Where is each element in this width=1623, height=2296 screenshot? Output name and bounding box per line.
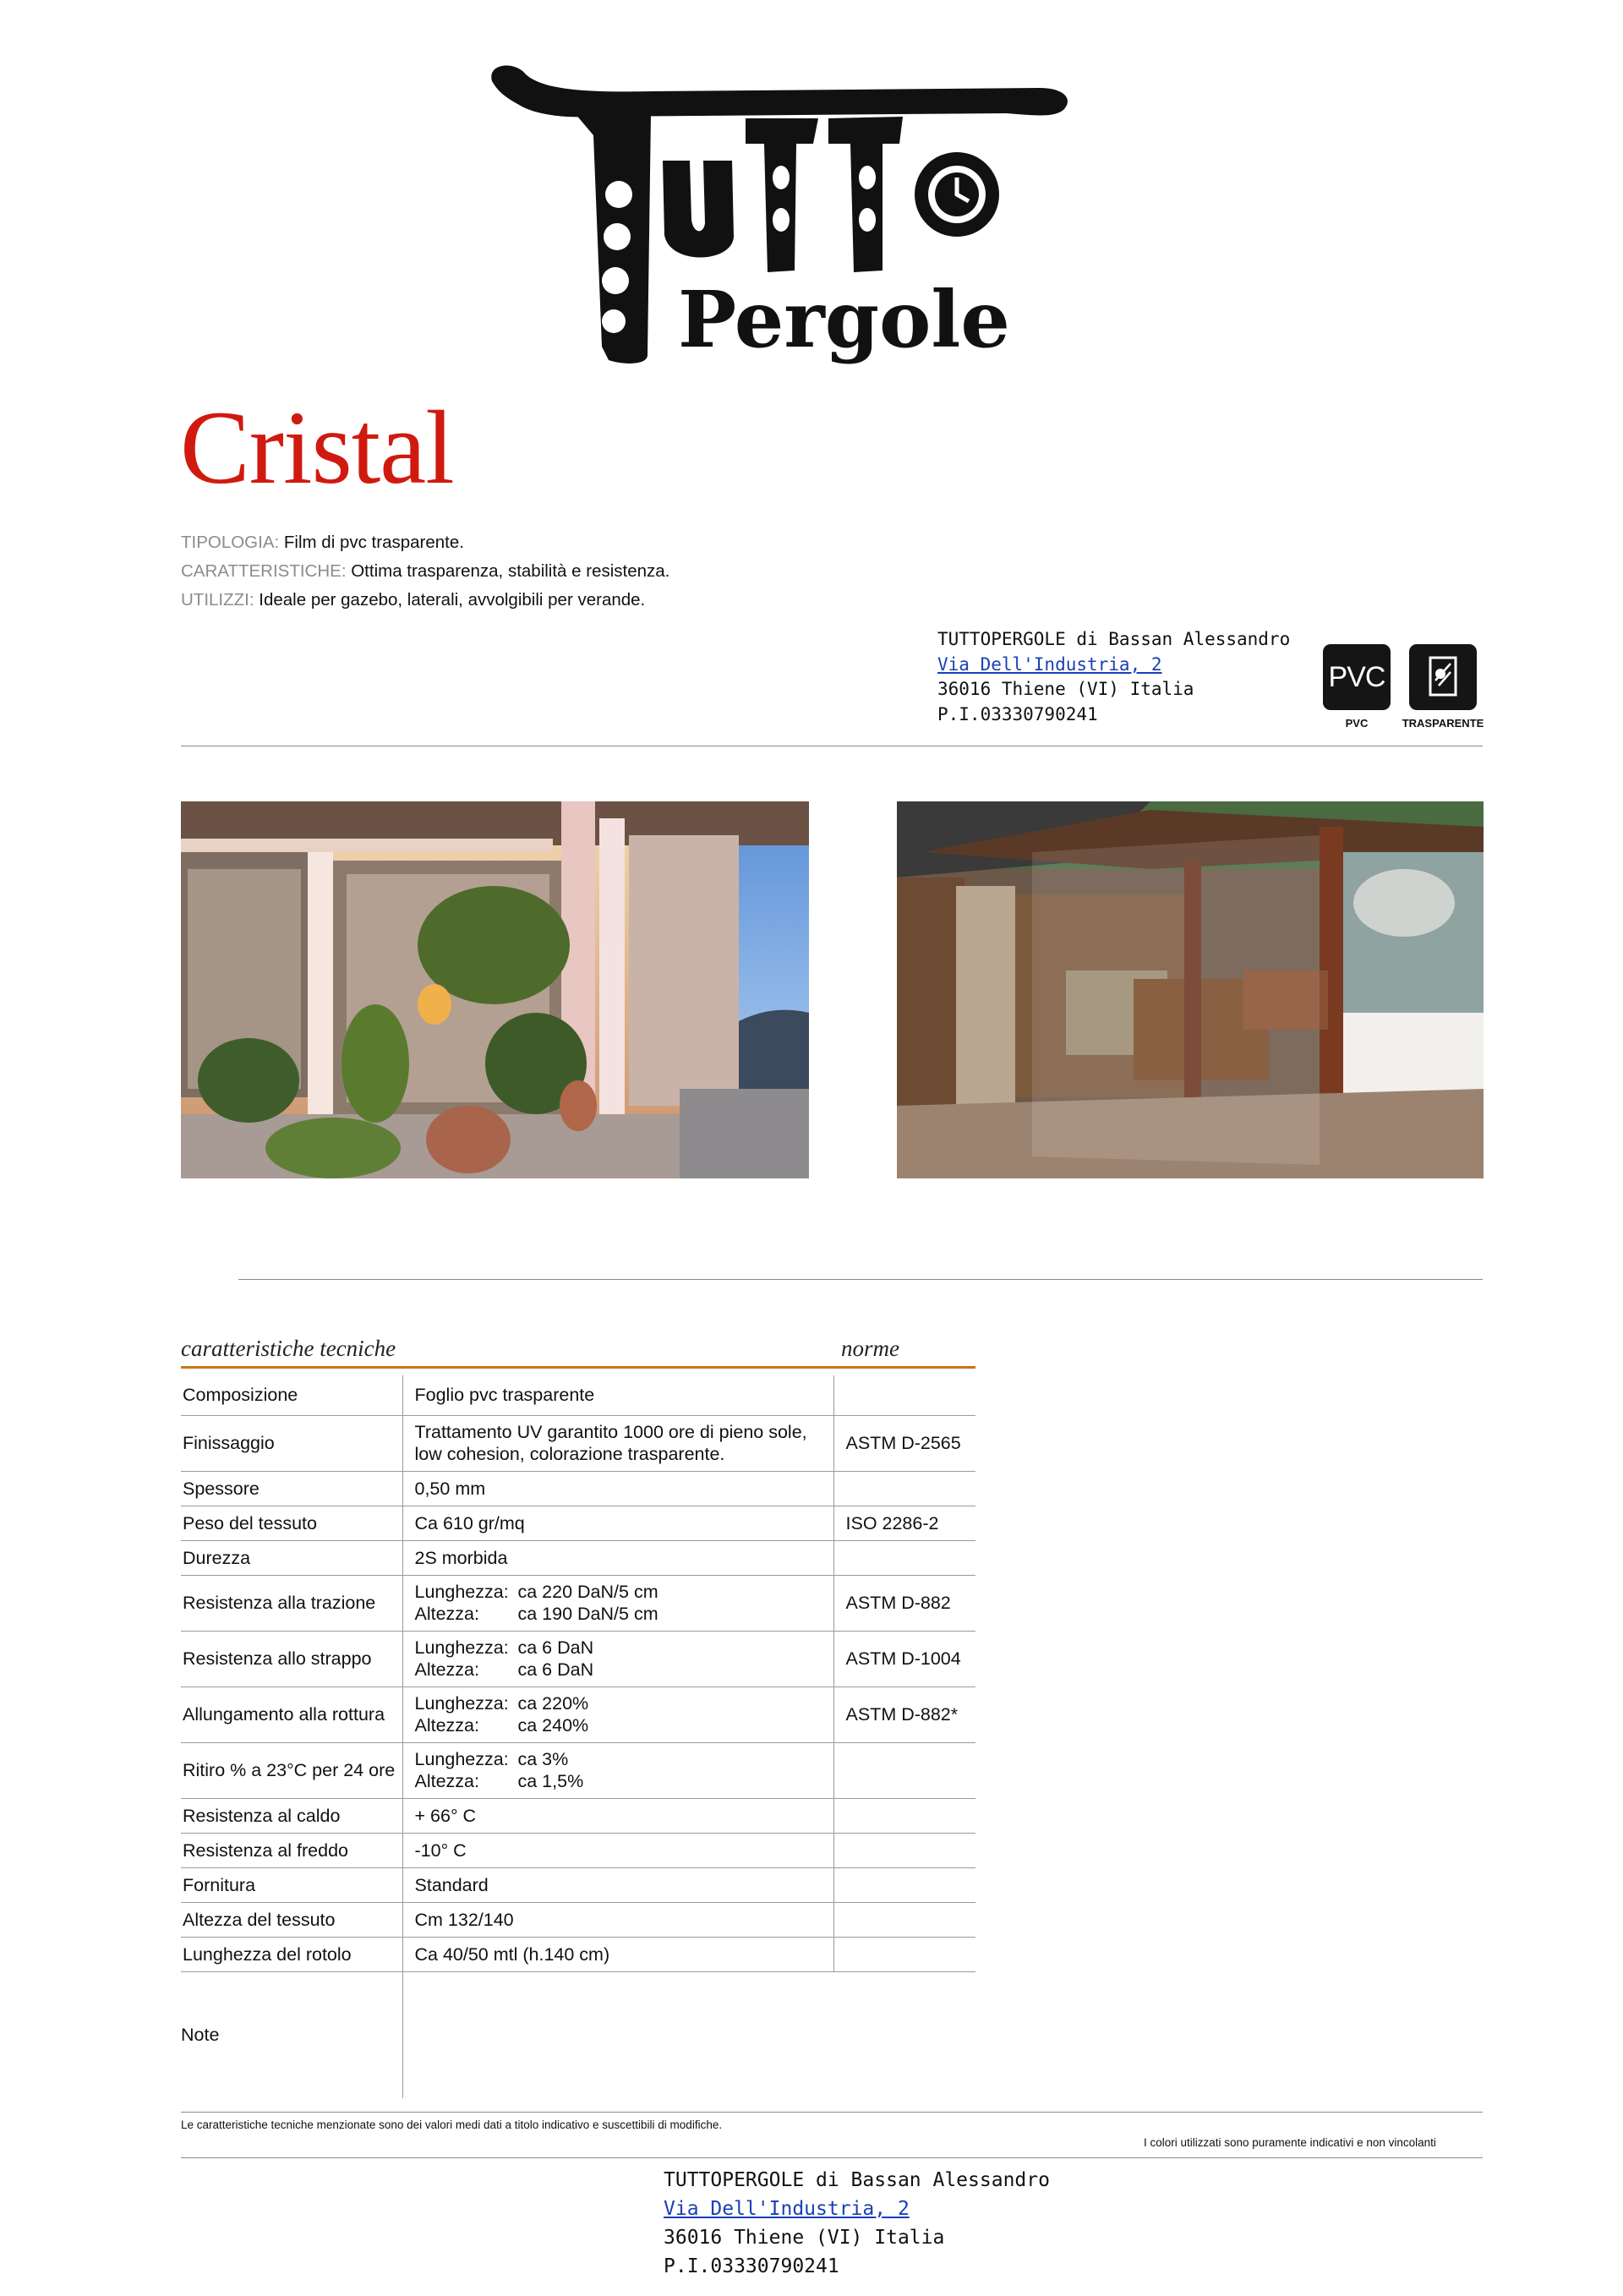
company-vat: P.I.03330790241 xyxy=(937,704,1098,724)
spec-value: Standard xyxy=(402,1867,833,1902)
veranda-photo xyxy=(181,801,809,1178)
footer-city: 36016 Thiene (VI) Italia xyxy=(664,2227,945,2249)
norms-heading: norme xyxy=(841,1336,899,1361)
transparent-sheet-glyph xyxy=(1422,653,1464,701)
notes-label: Note xyxy=(181,2025,220,2045)
spec-label: Resistenza alla trazione xyxy=(181,1575,402,1631)
spec-sub-value: ca 6 DaN xyxy=(517,1637,594,1658)
table-row xyxy=(181,1575,975,1631)
transparent-sheet-icon xyxy=(1409,644,1477,710)
spec-norm xyxy=(833,1798,975,1833)
table-row xyxy=(181,1798,975,1833)
spec-sub-key: Lunghezza: xyxy=(414,1637,509,1658)
spec-sub-value: ca 3% xyxy=(517,1749,569,1769)
spec-norm xyxy=(833,1867,975,1902)
uses-line xyxy=(181,590,645,610)
spec-value: Cm 132/140 xyxy=(402,1902,833,1937)
pergola-photo xyxy=(897,801,1484,1178)
table-row xyxy=(181,1742,975,1798)
typology-line xyxy=(181,533,464,553)
product-title: Cristal xyxy=(180,390,454,506)
spec-value: Foglio pvc trasparente xyxy=(402,1375,833,1415)
spec-value: Ca 40/50 mtl (h.140 cm) xyxy=(402,1937,833,1971)
spec-label: Altezza del tessuto xyxy=(181,1902,402,1937)
spec-sub-key: Lunghezza: xyxy=(414,1749,509,1769)
spec-label: Resistenza al caldo xyxy=(181,1798,402,1833)
features-line xyxy=(181,561,669,582)
svg-text:Pergole: Pergole xyxy=(678,274,1010,365)
specs-heading-rule xyxy=(181,1366,975,1369)
uses-label: UTILIZZI: xyxy=(181,590,254,610)
spec-sub-value: ca 6 DaN xyxy=(517,1659,594,1680)
spec-sub-value: ca 220 DaN/5 cm xyxy=(517,1582,658,1602)
spec-label: Finissaggio xyxy=(181,1415,402,1471)
spec-label: Durezza xyxy=(181,1540,402,1575)
spec-norm: ASTM D-882 xyxy=(833,1575,975,1631)
spec-value: Ca 610 gr/mq xyxy=(402,1506,833,1540)
footer-vat: P.I.03330790241 xyxy=(664,2255,839,2277)
spec-sub-value: ca 1,5% xyxy=(517,1771,584,1791)
table-row xyxy=(181,1540,975,1575)
table-row xyxy=(181,1506,975,1540)
table-row xyxy=(181,1686,975,1742)
table-row xyxy=(181,1375,975,1415)
spec-sub-key: Lunghezza: xyxy=(414,1693,509,1714)
spec-sub-value: ca 240% xyxy=(517,1715,589,1736)
spec-norm xyxy=(833,1742,975,1798)
spec-sub-key: Altezza: xyxy=(414,1604,479,1624)
pvc-badge-text: PVC xyxy=(1328,660,1385,693)
spec-value xyxy=(402,1575,833,1631)
footer-company-name: TUTTOPERGOLE di Bassan Alessandro xyxy=(664,2169,1050,2191)
footer-address-link[interactable]: Via Dell'Industria, 2 xyxy=(664,2198,910,2220)
spec-label: Composizione xyxy=(181,1375,402,1415)
company-name: TUTTOPERGOLE di Bassan Alessandro xyxy=(937,629,1291,649)
footer-divider-2 xyxy=(181,2157,1483,2158)
spec-norm xyxy=(833,1375,975,1415)
spec-sub-key: Lunghezza: xyxy=(414,1582,509,1602)
table-row xyxy=(181,1471,975,1506)
features-label: CARATTERISTICHE: xyxy=(181,561,347,581)
spec-label: Allungamento alla rottura xyxy=(181,1686,402,1742)
specs-disclaimer: Le caratteristiche tecniche menzionate sono dei valori medi dati a titolo indicativo e suscettibili di modifiche. xyxy=(181,2118,723,2131)
spec-sub-key: Altezza: xyxy=(414,1715,479,1736)
spec-sub-value: ca 220% xyxy=(517,1693,589,1714)
spec-norm xyxy=(833,1902,975,1937)
spec-label: Resistenza allo strappo xyxy=(181,1631,402,1686)
spec-norm: ASTM D-2565 xyxy=(833,1415,975,1471)
pvc-badge-icon xyxy=(1323,644,1391,710)
spec-label: Resistenza al freddo xyxy=(181,1833,402,1867)
colors-disclaimer: I colori utilizzati sono puramente indicativi e non vincolanti xyxy=(1144,2136,1436,2149)
typology-value: Film di pvc trasparente. xyxy=(283,533,464,552)
spec-value xyxy=(402,1742,833,1798)
spec-norm: ISO 2286-2 xyxy=(833,1506,975,1540)
features-value: Ottima trasparenza, stabilità e resistenza. xyxy=(351,561,670,581)
uses-value: Ideale per gazebo, laterali, avvolgibili per verande. xyxy=(259,590,646,610)
spec-value: -10° C xyxy=(402,1833,833,1867)
spec-norm: ASTM D-882* xyxy=(833,1686,975,1742)
photos-divider xyxy=(238,1279,1483,1280)
spec-value: 0,50 mm xyxy=(402,1471,833,1506)
spec-label: Lunghezza del rotolo xyxy=(181,1937,402,1971)
spec-value xyxy=(402,1631,833,1686)
spec-norm xyxy=(833,1540,975,1575)
notes-divider xyxy=(402,1971,403,2098)
spec-value: + 66° C xyxy=(402,1798,833,1833)
table-row xyxy=(181,1902,975,1937)
spec-value: Trattamento UV garantito 1000 ore di pieno sole, low cohesion, colorazione trasparente. xyxy=(402,1415,833,1471)
table-row xyxy=(181,1867,975,1902)
spec-label: Ritiro % a 23°C per 24 ore xyxy=(181,1742,402,1798)
typology-label: TIPOLOGIA: xyxy=(181,533,280,552)
spec-sub-value: ca 190 DaN/5 cm xyxy=(517,1604,658,1624)
table-row xyxy=(181,1415,975,1471)
table-row xyxy=(181,1631,975,1686)
spec-norm xyxy=(833,1833,975,1867)
spec-value: 2S morbida xyxy=(402,1540,833,1575)
spec-sub-key: Altezza: xyxy=(414,1771,479,1791)
company-city: 36016 Thiene (VI) Italia xyxy=(937,679,1194,699)
company-address-link[interactable]: Via Dell'Industria, 2 xyxy=(937,654,1162,675)
spec-norm xyxy=(833,1471,975,1506)
specs-heading: caratteristiche tecniche xyxy=(181,1336,396,1361)
table-row xyxy=(181,1937,975,1971)
footer-divider-1 xyxy=(181,2112,1483,2113)
spec-label: Peso del tessuto xyxy=(181,1506,402,1540)
spec-sub-key: Altezza: xyxy=(414,1659,479,1680)
spec-norm: ASTM D-1004 xyxy=(833,1631,975,1686)
specs-table xyxy=(181,1375,975,1972)
tuttopergole-logo xyxy=(482,59,1090,380)
table-row xyxy=(181,1833,975,1867)
spec-label: Spessore xyxy=(181,1471,402,1506)
transparent-badge-caption: TRASPARENTE xyxy=(1402,717,1484,730)
spec-value xyxy=(402,1686,833,1742)
pvc-badge-caption: PVC xyxy=(1345,717,1369,730)
spec-label: Fornitura xyxy=(181,1867,402,1902)
spec-norm xyxy=(833,1937,975,1971)
